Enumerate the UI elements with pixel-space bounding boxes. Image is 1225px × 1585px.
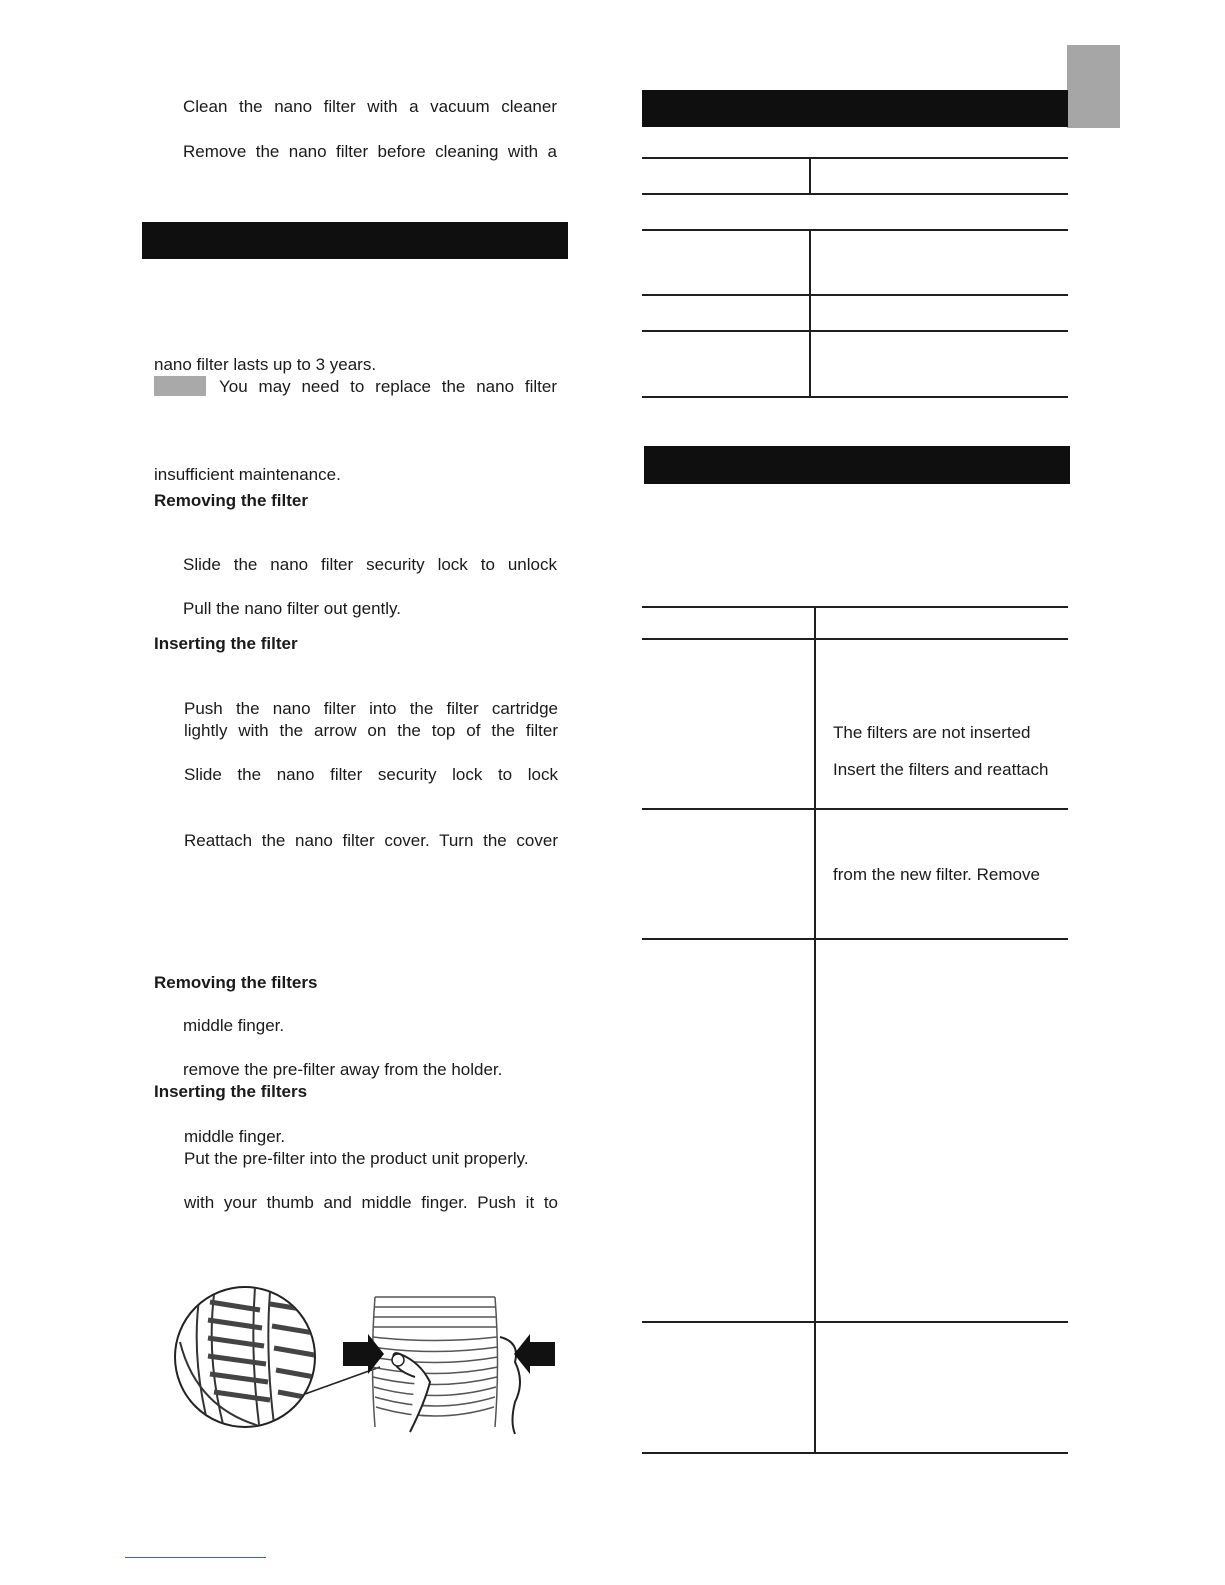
table-rule <box>642 330 1068 332</box>
text-line: Slide the nano filter security lock to lock <box>184 765 558 784</box>
text-line: middle finger. <box>183 1016 285 1035</box>
table-divider <box>809 229 811 396</box>
table-rule <box>642 808 1068 810</box>
subheading: Inserting the filter <box>154 634 298 653</box>
table-rule <box>642 638 1068 640</box>
text-line: You may need to replace the nano filter <box>219 377 557 396</box>
text-line: Push the nano filter into the filter cartridge <box>184 699 558 718</box>
text-line: Slide the nano filter security lock to unlock <box>183 555 557 574</box>
footer-link-underline <box>125 1557 266 1558</box>
text-line: Clean the nano filter with a vacuum cleaner <box>183 97 557 116</box>
text-line: lightly with the arrow on the top of the filter <box>184 721 558 740</box>
filter-illustration <box>170 1282 565 1437</box>
table-cell-text: The filters are not inserted <box>833 723 1031 742</box>
table-divider <box>814 606 816 1454</box>
table-rule <box>642 229 1068 231</box>
table-rule <box>642 938 1068 940</box>
table-rule <box>642 193 1068 195</box>
subheading: Removing the filters <box>154 973 318 992</box>
text-line: insufficient maintenance. <box>154 465 341 484</box>
table-rule <box>642 294 1068 296</box>
text-line: Put the pre-filter into the product unit properly. <box>184 1149 529 1168</box>
section-header-bar <box>644 446 1070 484</box>
text-line: Remove the nano filter before cleaning with a <box>183 142 557 161</box>
note-badge <box>154 376 206 396</box>
subheading: Removing the filter <box>154 491 308 510</box>
table-cell-text: Insert the filters and reattach <box>833 760 1049 779</box>
table-rule <box>642 1321 1068 1323</box>
table-rule <box>642 396 1068 398</box>
section-header-bar <box>142 222 568 259</box>
table-divider <box>809 157 811 194</box>
section-header-bar <box>642 90 1068 127</box>
table-rule <box>642 606 1068 608</box>
subheading: Inserting the filters <box>154 1082 308 1101</box>
text-line: remove the pre-filter away from the holder. <box>183 1060 503 1079</box>
text-line: with your thumb and middle finger. Push it to <box>184 1193 558 1212</box>
table-rule <box>642 1452 1068 1454</box>
page-side-tab <box>1067 45 1120 128</box>
text-line: nano filter lasts up to 3 years. <box>154 355 377 374</box>
text-line: Reattach the nano filter cover. Turn the cover <box>184 831 558 850</box>
table-cell-text: from the new filter. Remove <box>833 865 1040 884</box>
text-line: Pull the nano filter out gently. <box>183 599 401 618</box>
table-rule <box>642 157 1068 159</box>
text-line: middle finger. <box>184 1127 286 1146</box>
